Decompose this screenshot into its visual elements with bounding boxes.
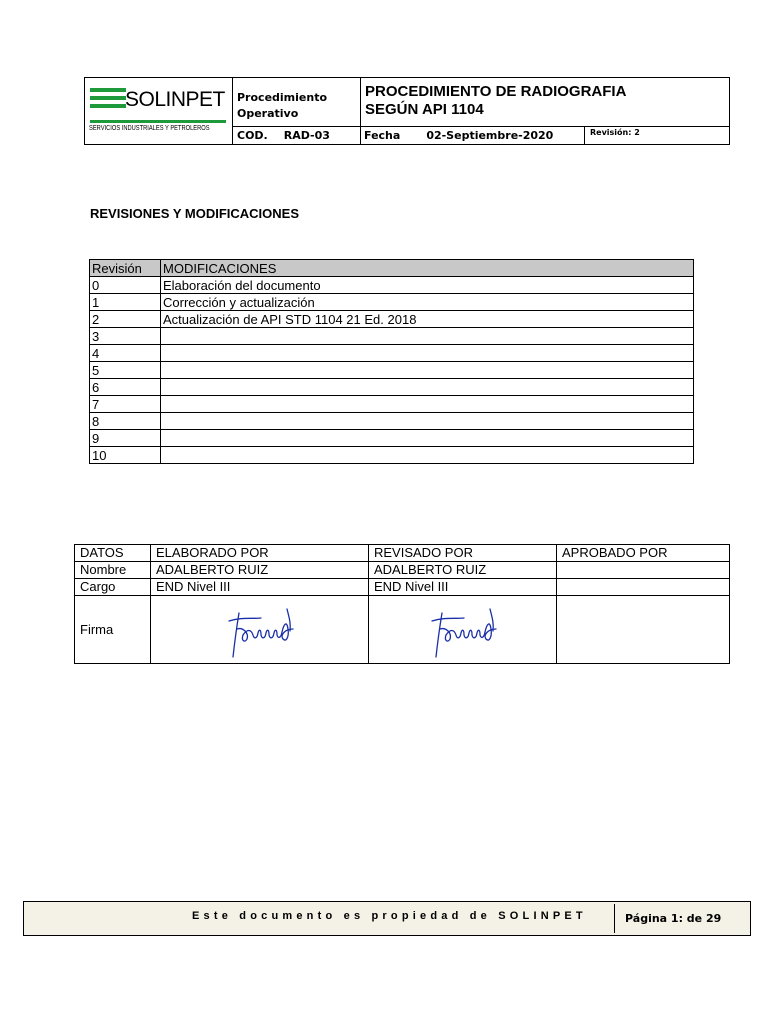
logo-bars-icon — [90, 88, 126, 112]
signatures-table — [74, 544, 730, 664]
revision-number: 10 — [90, 447, 161, 464]
revision-number: 7 — [90, 396, 161, 413]
table-row — [90, 328, 694, 345]
procedure-type-line2: Operativo — [237, 107, 299, 120]
revisado-name: ADALBERTO RUIZ — [369, 562, 557, 579]
cargo-label: Cargo — [75, 579, 151, 596]
page-footer — [23, 901, 751, 936]
revision-text — [161, 447, 694, 464]
elaborado-cargo: END Nivel III — [151, 579, 369, 596]
document-header — [84, 77, 730, 145]
table-row — [90, 362, 694, 379]
table-row — [90, 294, 694, 311]
page-number: Página 1: de 29 — [614, 904, 748, 933]
logo-text: SOLINPET — [125, 88, 225, 111]
document-title — [361, 78, 729, 126]
cargo-row — [75, 579, 730, 596]
revision-text — [161, 328, 694, 345]
aprobado-signature — [557, 596, 730, 664]
revision-text — [161, 362, 694, 379]
revisado-cargo: END Nivel III — [369, 579, 557, 596]
date-cell — [361, 127, 585, 144]
table-row — [90, 277, 694, 294]
revisado-signature — [369, 596, 557, 664]
revision-number: 6 — [90, 379, 161, 396]
firma-row — [75, 596, 730, 664]
elaborado-name: ADALBERTO RUIZ — [151, 562, 369, 579]
procedure-type-line1: Procedimiento — [237, 91, 328, 104]
table-row — [90, 379, 694, 396]
document-title-line1: PROCEDIMIENTO DE RADIOGRAFIA — [365, 83, 627, 100]
logo-underline — [90, 120, 226, 123]
revision-number: 9 — [90, 430, 161, 447]
col-modificaciones: MODIFICACIONES — [161, 260, 694, 277]
signatures-header-row — [75, 545, 730, 562]
revision-number: 4 — [90, 345, 161, 362]
header-meta-row — [233, 126, 729, 144]
name-row — [75, 562, 730, 579]
revision-text: Corrección y actualización — [161, 294, 694, 311]
revision-number: 2 — [90, 311, 161, 328]
revision-text — [161, 379, 694, 396]
handwritten-signature-icon — [420, 599, 510, 661]
revisions-table — [89, 259, 694, 464]
table-row — [90, 413, 694, 430]
revision-text — [161, 413, 694, 430]
procedure-type — [233, 78, 361, 126]
col-revisado: REVISADO POR — [369, 545, 557, 562]
revision-text: Actualización de API STD 1104 21 Ed. 2018 — [161, 311, 694, 328]
document-title-line2: SEGÚN API 1104 — [365, 101, 484, 118]
revision-text — [161, 396, 694, 413]
table-row — [90, 345, 694, 362]
revision-text: Elaboración del documento — [161, 277, 694, 294]
date-value: 02-Septiembre-2020 — [426, 129, 554, 142]
logo-subtitle: SERVICIOS INDUSTRIALES Y PETROLEROS — [89, 125, 210, 132]
table-row — [90, 447, 694, 464]
code-label: COD. — [237, 129, 268, 142]
revision-text — [161, 430, 694, 447]
col-revision: Revisión — [90, 260, 161, 277]
revision-number: 5 — [90, 362, 161, 379]
name-label: Nombre — [75, 562, 151, 579]
aprobado-name — [557, 562, 730, 579]
col-elaborado: ELABORADO POR — [151, 545, 369, 562]
table-row — [90, 311, 694, 328]
table-row — [90, 430, 694, 447]
code-cell — [233, 127, 361, 144]
revision-text — [161, 345, 694, 362]
company-logo — [85, 78, 233, 144]
col-datos: DATOS — [75, 545, 151, 562]
code-value: RAD-03 — [283, 129, 330, 142]
revision-number: 0 — [90, 277, 161, 294]
section-title: REVISIONES Y MODIFICACIONES — [90, 206, 300, 221]
revision-cell: Revisión: 2 — [590, 128, 640, 137]
revision-number: 1 — [90, 294, 161, 311]
date-label: Fecha — [364, 129, 401, 142]
revisions-header-row — [90, 260, 694, 277]
aprobado-cargo — [557, 579, 730, 596]
revision-number: 8 — [90, 413, 161, 430]
elaborado-signature — [151, 596, 369, 664]
firma-label: Firma — [75, 596, 151, 664]
revision-number: 3 — [90, 328, 161, 345]
ownership-notice: Este documento es propiedad de SOLINPET — [192, 910, 587, 922]
table-row — [90, 396, 694, 413]
handwritten-signature-icon — [217, 599, 307, 661]
col-aprobado: APROBADO POR — [557, 545, 730, 562]
